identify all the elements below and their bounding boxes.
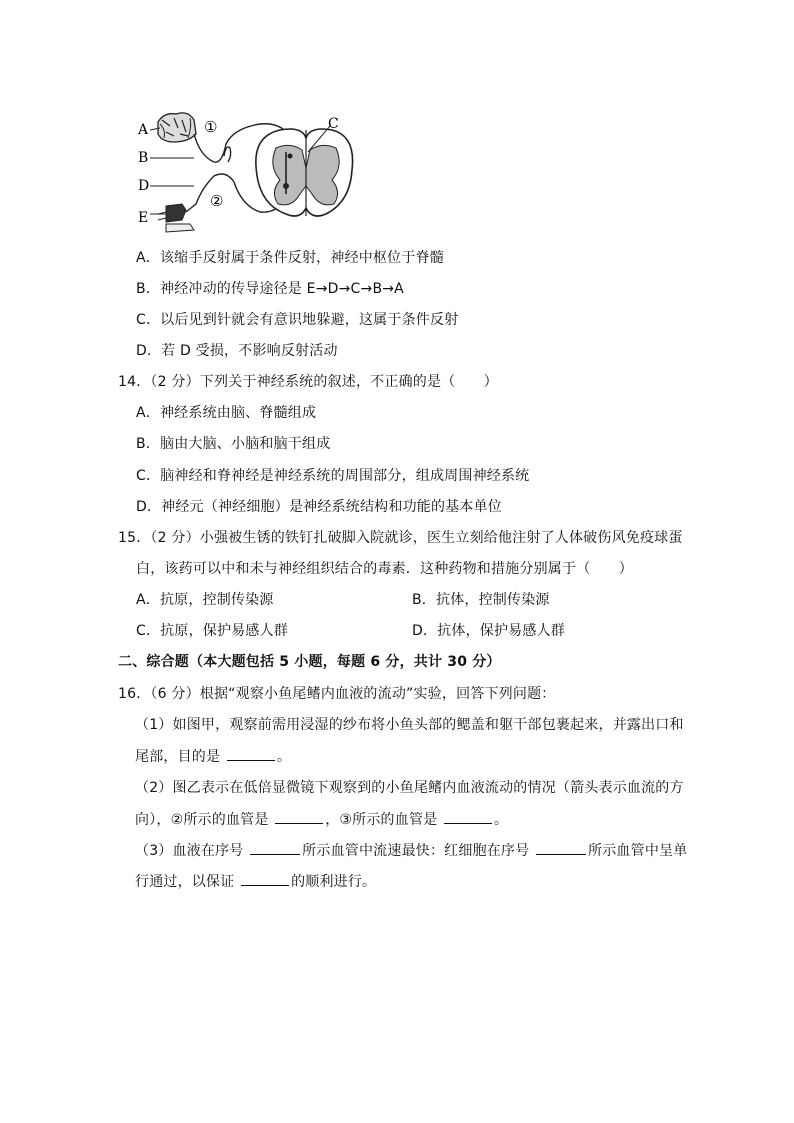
answer-blank-5[interactable] — [536, 840, 586, 855]
q16-part2-line2 — [135, 809, 508, 830]
answer-blank-6[interactable] — [241, 871, 289, 886]
q16-part2-text-a: 向），②所示的血管是 — [135, 812, 274, 828]
q14-option-a: A．神经系统由脑、脊髓组成 — [136, 405, 317, 421]
q15-option-d: D．抗体，保护易感人群 — [412, 623, 565, 639]
q16-part3-text-a: （3）血液在序号 — [135, 843, 249, 859]
reflex-arc-diagram — [130, 108, 360, 236]
q15-option-b: B．抗体，控制传染源 — [412, 592, 550, 608]
label-D: D — [138, 178, 150, 194]
q14-stem: 14．（2 分）下列关于神经系统的叙述，不正确的是（ ） — [118, 374, 498, 390]
q16-part3-text-d: 行通过，以保证 — [135, 874, 240, 890]
answer-blank-3[interactable] — [444, 809, 492, 824]
q14-option-d: D．神经元（神经细胞）是神经系统结构和功能的基本单位 — [136, 499, 502, 515]
q13-option-a: A．该缩手反射属于条件反射，神经中枢位于脊髓 — [136, 250, 444, 266]
q16-part2-line1: （2）图乙表示在低倍显微镜下观察到的小鱼尾鳍内血液流动的情况（箭头表示血流的方 — [135, 780, 684, 796]
q16-part2-end: 。 — [494, 812, 509, 828]
label-circled-1: ① — [204, 118, 218, 136]
q16-part1-line1: （1）如图甲，观察前需用浸湿的纱布将小鱼头部的鳃盖和躯干部包裹起来，并露出口和 — [135, 717, 684, 733]
q16-part1-line2 — [135, 746, 291, 767]
q13-option-d: D．若 D 受损，不影响反射活动 — [136, 343, 338, 359]
q16-part3-line1 — [135, 840, 687, 861]
q16-part1-text: 尾部，目的是 — [135, 749, 225, 765]
q16-part3-text-c: 所示血管中呈单 — [588, 843, 688, 859]
answer-blank-1[interactable] — [227, 746, 275, 761]
q16-part3-end: 的顺利进行。 — [291, 874, 377, 890]
q15-stem-line2: 白，该药可以中和未与神经组织结合的毒素．这种药物和措施分别属于（ ） — [136, 561, 633, 577]
q16-part2-text-b: ，③所示的血管是 — [325, 812, 443, 828]
answer-blank-4[interactable] — [250, 840, 300, 855]
q14-option-c: C．脑神经和脊神经是神经系统的周围部分，组成周围神经系统 — [136, 468, 530, 484]
answer-blank-2[interactable] — [275, 809, 323, 824]
q16-part3-line2 — [135, 871, 376, 892]
effector-muscle-icon — [158, 204, 194, 232]
q13-option-b: B．神经冲动的传导途径是 E→D→C→B→A — [136, 281, 404, 297]
label-B: B — [138, 150, 149, 166]
q16-part1-end: 。 — [276, 749, 292, 765]
label-circled-2: ② — [210, 192, 224, 210]
q15-option-a: A．抗原，控制传染源 — [136, 592, 274, 608]
label-E: E — [138, 210, 149, 226]
q16-stem: 16．（6 分）根据“观察小鱼尾鳍内血液的流动”实验，回答下列问题： — [118, 686, 556, 702]
q14-option-b: B．脑由大脑、小脑和脑干组成 — [136, 436, 331, 452]
label-A: A — [138, 122, 149, 138]
q13-option-c: C．以后见到针就会有意识地躲避，这属于条件反射 — [136, 312, 459, 328]
receptor-skin-icon — [158, 113, 196, 142]
label-C: C — [328, 116, 339, 132]
q16-part3-text-b: 所示血管中流速最快：红细胞在序号 — [302, 843, 535, 859]
q15-option-c: C．抗原，保护易感人群 — [136, 623, 288, 639]
spinal-cord-section — [256, 129, 353, 216]
q15-stem-line1: 15．（2 分）小强被生锈的铁钉扎破脚入院就诊，医生立刻给他注射了人体破伤风免疫球蛋 — [118, 530, 683, 546]
section2-heading: 二、综合题（本大题包括 5 小题，每题 6 分，共计 30 分） — [118, 654, 501, 670]
